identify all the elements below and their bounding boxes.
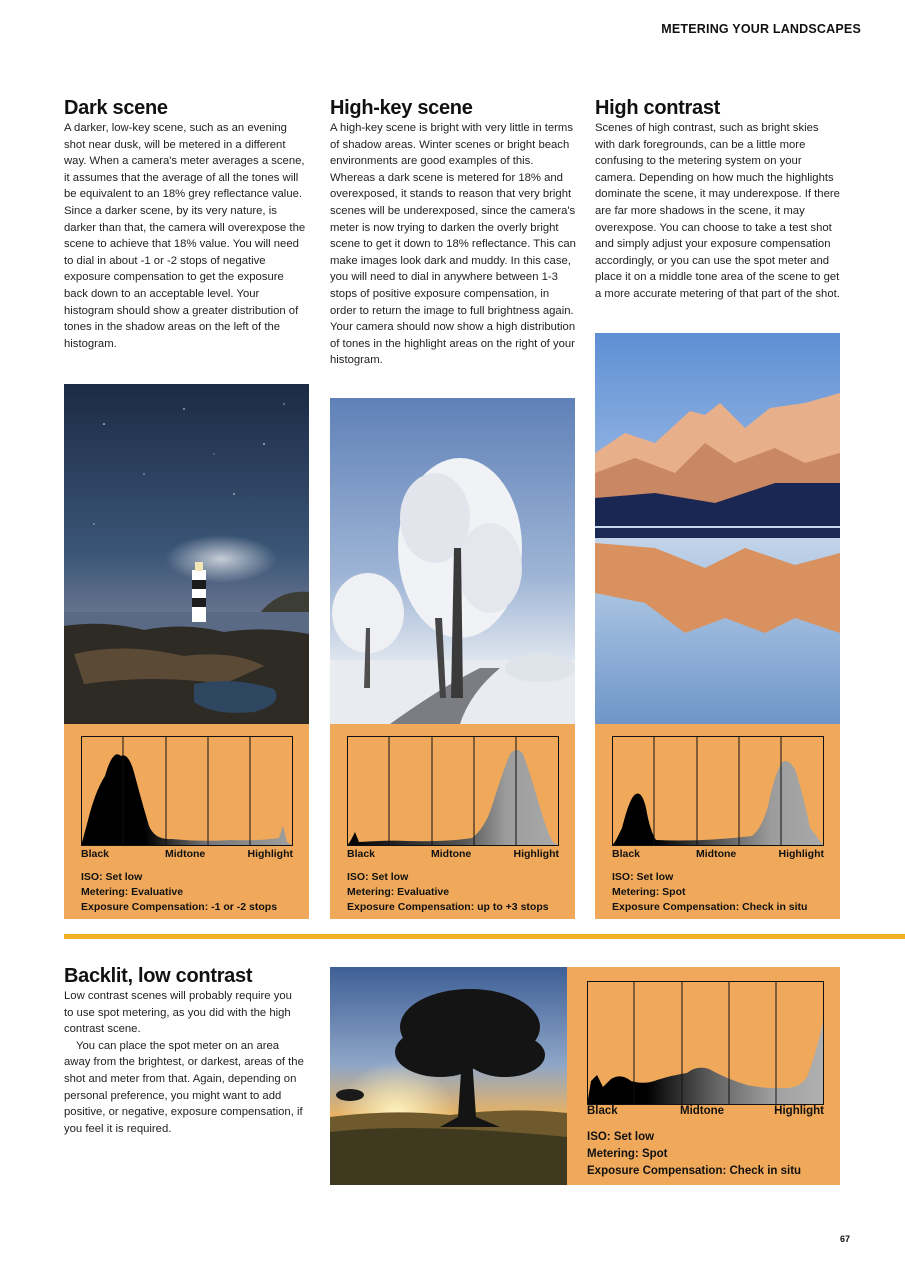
camera-settings — [347, 870, 549, 915]
section-high-contrast — [595, 96, 841, 303]
black-label: Black — [587, 1105, 618, 1117]
section-heading: Dark scene — [64, 97, 168, 119]
exposure-compensation-setting: Exposure Compensation: up to +3 stops — [347, 901, 549, 913]
backlit-tree-photo — [330, 967, 567, 1185]
histogram-panel — [595, 724, 840, 919]
metering-setting: Metering: Evaluative — [347, 886, 450, 898]
camera-settings — [587, 1129, 801, 1180]
metering-setting: Metering: Spot — [587, 1148, 668, 1160]
camera-settings — [81, 870, 277, 915]
histogram-chart — [81, 736, 293, 846]
histogram-chart — [347, 736, 559, 846]
section-body: Scenes of high contrast, such as bright skies with dark foregrounds, can be a little more confusing to the metering system on your camera. Depending on how much the highlights dominate the scene, it may underexpose. If there are far more shadows in the scene, it may overexpose. You can choose to take a test shot and simply adjust your exposure compensation accordingly, or you can use the spot meter and place it on a middle tone area of the scene to get a more accurate metering of that part of the shot. — [595, 122, 840, 300]
histogram-chart — [612, 736, 824, 846]
mountain-lake-photo — [595, 333, 840, 724]
histogram-chart — [587, 981, 824, 1105]
exposure-compensation-setting: Exposure Compensation: Check in situ — [612, 901, 808, 913]
exposure-compensation-setting: Exposure Compensation: Check in situ — [587, 1165, 802, 1177]
midtone-label: Midtone — [431, 848, 472, 860]
section-body-para-2: You can place the spot meter on an area away from the brightest, or darkest, areas of the shot and meter from that. Again, depending on personal preference, you might want to add positive, or negative, exposure compensation, if you feel it is required. — [64, 1039, 304, 1135]
highlight-label: Highlight — [513, 848, 559, 860]
histogram-axis-labels — [587, 1105, 824, 1119]
section-backlit-low-contrast — [64, 964, 304, 1137]
midtone-label: Midtone — [165, 848, 206, 860]
midtone-label: Midtone — [696, 848, 737, 860]
exposure-compensation-setting: Exposure Compensation: -1 or -2 stops — [81, 901, 278, 913]
section-divider — [64, 934, 905, 939]
highlight-label: Highlight — [778, 848, 824, 860]
camera-settings — [612, 870, 807, 915]
lighthouse-photo — [64, 384, 309, 724]
metering-setting: Metering: Spot — [612, 886, 686, 898]
page-number: 67 — [839, 1234, 850, 1244]
black-label: Black — [347, 848, 376, 860]
black-label: Black — [612, 848, 641, 860]
running-header: METERING YOUR LANDSCAPES — [661, 22, 861, 36]
iso-setting: ISO: Set low — [81, 871, 143, 883]
section-dark-scene — [64, 96, 310, 352]
black-label: Black — [81, 848, 110, 860]
iso-setting: ISO: Set low — [612, 871, 674, 883]
section-heading: High-key scene — [330, 97, 473, 119]
section-body: A high-key scene is bright with very little in terms of shadow areas. Winter scenes or bright beach environments are good examples of this. Whereas a dark scene is metered for 18% and overexposed, it stands to reason that very bright scenes will be underexposed, since the camera's meter is now trying to darken the overly bright scene to get it down to 18% reflectance. This can make images look dark and muddy. In this case, you will need to dial in anywhere between 1-3 stops of positive exposure compensation, in order to return the image to full brightness again. Your camera should now show a high distribution of tones in the highlight areas on the right of your histogram. — [330, 122, 576, 367]
iso-setting: ISO: Set low — [587, 1131, 655, 1143]
metering-setting: Metering: Evaluative — [81, 886, 184, 898]
histogram-panel — [330, 724, 575, 919]
histogram-axis-labels — [612, 848, 824, 862]
section-heading: High contrast — [595, 97, 720, 119]
frosted-trees-photo — [330, 398, 575, 724]
section-heading: Backlit, low contrast — [64, 965, 253, 987]
histogram-axis-labels — [347, 848, 559, 862]
histogram-axis-labels — [81, 848, 293, 862]
section-high-key-scene — [330, 96, 576, 369]
highlight-label: Highlight — [774, 1105, 824, 1117]
section-body: A darker, low-key scene, such as an evening shot near dusk, will be metered in a different way. When a camera's meter averages a scene, it assumes that the average of all the tones will be equivalent to an 18% grey reflectance value. Since a darker scene, by its very nature, is darker than that, the camera will overexpose the scene to achieve that 18% value. You will need to dial in about -1 or -2 stops of negative exposure compensation to get the exposure back down to an acceptable level. Your histogram should show a greater distribution of tones in the shadow areas on the left of the histogram. — [64, 122, 306, 350]
section-body-para-1: Low contrast scenes will probably require you to use spot metering, as you did with the high contrast scene. — [64, 990, 292, 1036]
histogram-panel — [567, 967, 840, 1185]
highlight-label: Highlight — [247, 848, 293, 860]
midtone-label: Midtone — [680, 1105, 725, 1117]
iso-setting: ISO: Set low — [347, 871, 409, 883]
histogram-panel — [64, 724, 309, 919]
